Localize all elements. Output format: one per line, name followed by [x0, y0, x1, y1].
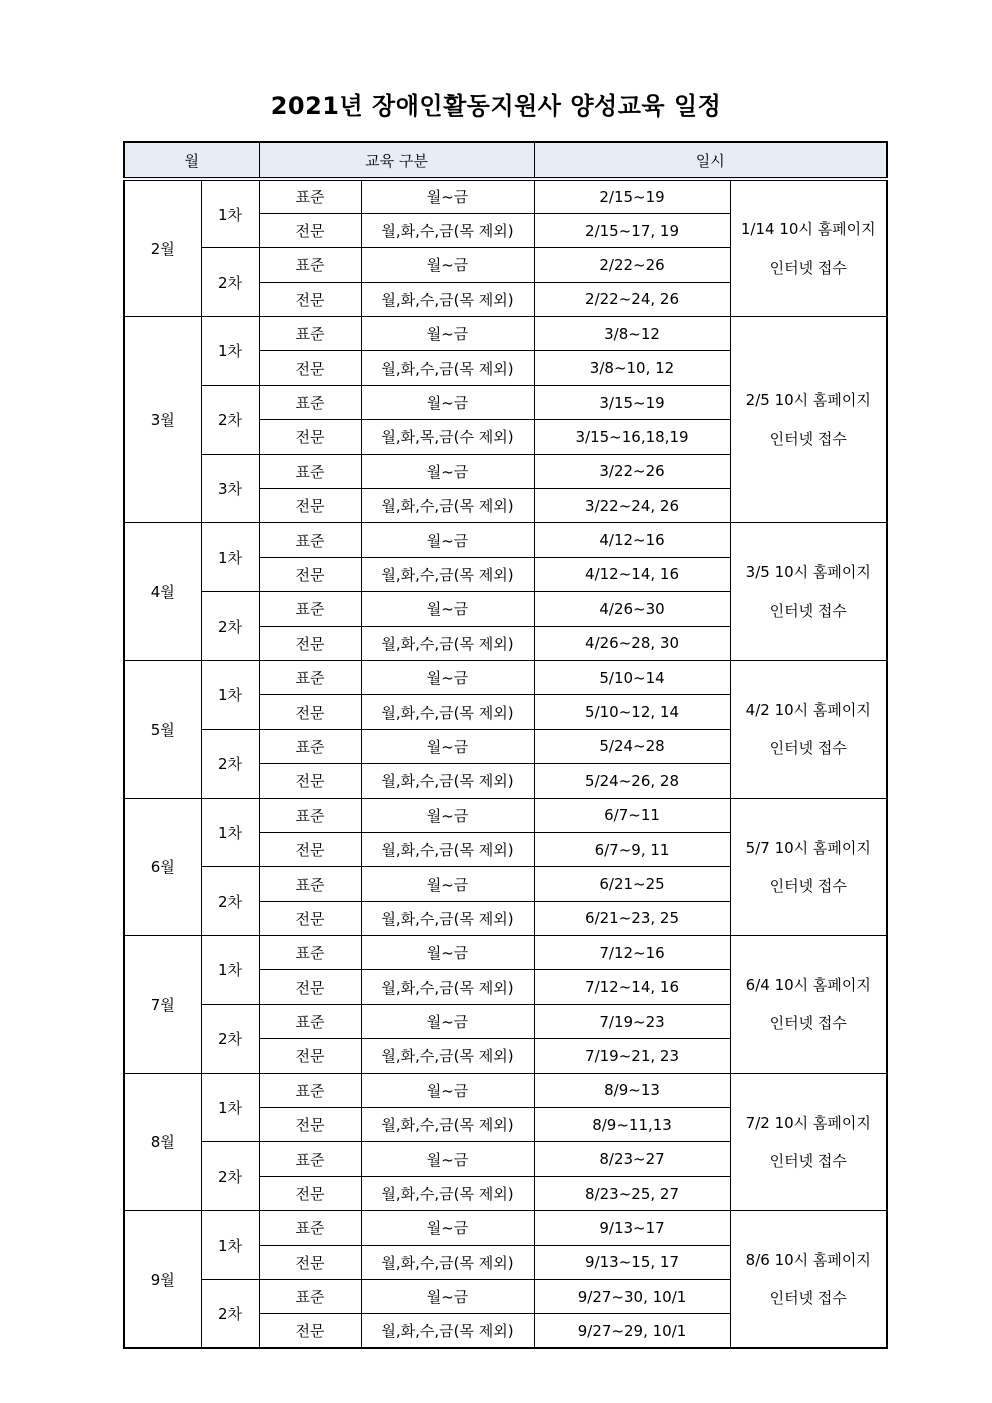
- course-type-cell: 표준: [259, 317, 361, 351]
- registration-line: 4/2 10시 홈페이지: [745, 701, 871, 719]
- round-cell: 2차: [201, 248, 259, 317]
- course-type-cell: 전문: [259, 1245, 361, 1279]
- dates-cell: 6/7~9, 11: [534, 832, 730, 866]
- table-header: [124, 142, 887, 179]
- days-cell: 월,화,수,금(목 제외): [361, 557, 534, 591]
- days-cell: 월~금: [361, 867, 534, 901]
- days-cell: 월~금: [361, 1280, 534, 1314]
- dates-cell: 7/19~23: [534, 1004, 730, 1038]
- registration-line: 인터넷 접수: [769, 739, 847, 758]
- days-cell: 월~금: [361, 454, 534, 488]
- month-cell: 3월: [124, 317, 201, 523]
- course-type-cell: 전문: [259, 695, 361, 729]
- round-cell: 2차: [201, 1142, 259, 1211]
- registration-line: 8/6 10시 홈페이지: [745, 1251, 871, 1269]
- registration-cell: [730, 523, 887, 661]
- registration-cell: [730, 936, 887, 1074]
- course-type-cell: 표준: [259, 592, 361, 626]
- dates-cell: 9/27~30, 10/1: [534, 1280, 730, 1314]
- course-type-cell: 전문: [259, 351, 361, 385]
- dates-cell: 6/7~11: [534, 798, 730, 832]
- month-cell: 6월: [124, 798, 201, 936]
- course-type-cell: 표준: [259, 1004, 361, 1038]
- course-type-cell: 전문: [259, 489, 361, 523]
- round-cell: 2차: [201, 1280, 259, 1349]
- round-cell: 2차: [201, 729, 259, 798]
- days-cell: 월~금: [361, 317, 534, 351]
- registration-line: 3/5 10시 홈페이지: [745, 563, 871, 582]
- month-cell: 7월: [124, 936, 201, 1074]
- days-cell: 월~금: [361, 1004, 534, 1038]
- dates-cell: 5/24~26, 28: [534, 764, 730, 798]
- table-body: [124, 179, 887, 1348]
- header-month: 월: [124, 142, 259, 179]
- dates-cell: 9/27~29, 10/1: [534, 1314, 730, 1348]
- dates-cell: 2/22~26: [534, 248, 730, 282]
- course-type-cell: 표준: [259, 454, 361, 488]
- registration-line: 인터넷 접수: [769, 258, 847, 277]
- round-cell: 1차: [201, 523, 259, 592]
- month-cell: 5월: [124, 660, 201, 798]
- header-category: 교육 구분: [259, 142, 534, 179]
- round-cell: 1차: [201, 798, 259, 867]
- dates-cell: 5/10~12, 14: [534, 695, 730, 729]
- days-cell: 월,화,수,금(목 제외): [361, 282, 534, 316]
- registration-cell: [730, 660, 887, 798]
- schedule-row: [124, 798, 887, 832]
- registration-cell: [730, 317, 887, 523]
- course-type-cell: 전문: [259, 1176, 361, 1210]
- dates-cell: 2/15~17, 19: [534, 213, 730, 247]
- days-cell: 월~금: [361, 385, 534, 419]
- days-cell: 월,화,수,금(목 제외): [361, 764, 534, 798]
- dates-cell: 4/26~30: [534, 592, 730, 626]
- registration-line: 인터넷 접수: [769, 601, 847, 620]
- course-type-cell: 표준: [259, 1142, 361, 1176]
- course-type-cell: 표준: [259, 179, 361, 213]
- course-type-cell: 표준: [259, 385, 361, 419]
- course-type-cell: 표준: [259, 936, 361, 970]
- dates-cell: 5/10~14: [534, 660, 730, 694]
- registration-line: 7/2 10시 홈페이지: [745, 1113, 871, 1132]
- dates-cell: 4/12~16: [534, 523, 730, 557]
- days-cell: 월~금: [361, 248, 534, 282]
- dates-cell: 6/21~23, 25: [534, 901, 730, 935]
- round-cell: 1차: [201, 179, 259, 248]
- month-cell: 9월: [124, 1211, 201, 1349]
- schedule-table: [123, 141, 888, 1349]
- course-type-cell: 표준: [259, 523, 361, 557]
- days-cell: 월,화,수,금(목 제외): [361, 1039, 534, 1073]
- round-cell: 3차: [201, 454, 259, 523]
- registration-line: 인터넷 접수: [769, 1289, 847, 1308]
- days-cell: 월~금: [361, 660, 534, 694]
- registration-cell: [730, 1073, 887, 1211]
- course-type-cell: 표준: [259, 660, 361, 694]
- course-type-cell: 표준: [259, 729, 361, 763]
- round-cell: 1차: [201, 1211, 259, 1280]
- dates-cell: 3/15~19: [534, 385, 730, 419]
- course-type-cell: 표준: [259, 1280, 361, 1314]
- registration-line: 인터넷 접수: [769, 429, 847, 448]
- round-cell: 2차: [201, 385, 259, 454]
- days-cell: 월~금: [361, 179, 534, 213]
- dates-cell: 3/22~26: [534, 454, 730, 488]
- dates-cell: 2/22~24, 26: [534, 282, 730, 316]
- registration-line: 인터넷 접수: [769, 876, 847, 895]
- dates-cell: 8/9~11,13: [534, 1108, 730, 1142]
- days-cell: 월~금: [361, 1142, 534, 1176]
- schedule-row: [124, 660, 887, 694]
- dates-cell: 8/23~27: [534, 1142, 730, 1176]
- schedule-row: [124, 317, 887, 351]
- dates-cell: 3/22~24, 26: [534, 489, 730, 523]
- course-type-cell: 전문: [259, 1039, 361, 1073]
- round-cell: 1차: [201, 1073, 259, 1142]
- dates-cell: 3/15~16,18,19: [534, 420, 730, 454]
- registration-line: 2/5 10시 홈페이지: [745, 391, 871, 410]
- registration-line: 6/4 10시 홈페이지: [745, 976, 871, 995]
- dates-cell: 8/9~13: [534, 1073, 730, 1107]
- days-cell: 월~금: [361, 592, 534, 626]
- days-cell: 월,화,수,금(목 제외): [361, 695, 534, 729]
- dates-cell: 3/8~12: [534, 317, 730, 351]
- round-cell: 1차: [201, 317, 259, 386]
- header-row: [124, 142, 887, 179]
- course-type-cell: 전문: [259, 1108, 361, 1142]
- dates-cell: 4/26~28, 30: [534, 626, 730, 660]
- course-type-cell: 표준: [259, 867, 361, 901]
- round-cell: 1차: [201, 936, 259, 1005]
- course-type-cell: 표준: [259, 1073, 361, 1107]
- days-cell: 월,화,수,금(목 제외): [361, 1245, 534, 1279]
- dates-cell: 9/13~15, 17: [534, 1245, 730, 1279]
- course-type-cell: 전문: [259, 420, 361, 454]
- days-cell: 월~금: [361, 1211, 534, 1245]
- days-cell: 월,화,목,금(수 제외): [361, 420, 534, 454]
- schedule-row: [124, 1211, 887, 1245]
- round-cell: 2차: [201, 1004, 259, 1073]
- days-cell: 월,화,수,금(목 제외): [361, 970, 534, 1004]
- days-cell: 월,화,수,금(목 제외): [361, 1314, 534, 1348]
- schedule-row: [124, 179, 887, 213]
- dates-cell: 7/19~21, 23: [534, 1039, 730, 1073]
- registration-line: 5/7 10시 홈페이지: [745, 838, 871, 857]
- schedule-row: [124, 1073, 887, 1107]
- dates-cell: 8/23~25, 27: [534, 1176, 730, 1210]
- registration-line: 인터넷 접수: [769, 1014, 847, 1033]
- days-cell: 월,화,수,금(목 제외): [361, 351, 534, 385]
- dates-cell: 4/12~14, 16: [534, 557, 730, 591]
- month-cell: 2월: [124, 179, 201, 317]
- dates-cell: 7/12~16: [534, 936, 730, 970]
- registration-cell: [730, 1211, 887, 1349]
- schedule-row: [124, 936, 887, 970]
- registration-line: 1/14 10시 홈페이지: [740, 220, 876, 239]
- header-datetime: 일시: [534, 142, 887, 179]
- dates-cell: 9/13~17: [534, 1211, 730, 1245]
- month-cell: 4월: [124, 523, 201, 661]
- days-cell: 월~금: [361, 798, 534, 832]
- dates-cell: 6/21~25: [534, 867, 730, 901]
- days-cell: 월,화,수,금(목 제외): [361, 1176, 534, 1210]
- course-type-cell: 전문: [259, 832, 361, 866]
- days-cell: 월~금: [361, 936, 534, 970]
- round-cell: 1차: [201, 660, 259, 729]
- dates-cell: 2/15~19: [534, 179, 730, 213]
- days-cell: 월,화,수,금(목 제외): [361, 901, 534, 935]
- course-type-cell: 전문: [259, 282, 361, 316]
- dates-cell: 7/12~14, 16: [534, 970, 730, 1004]
- dates-cell: 3/8~10, 12: [534, 351, 730, 385]
- page-title: 2021년 장애인활동지원사 양성교육 일정: [270, 92, 722, 120]
- month-cell: 8월: [124, 1073, 201, 1211]
- course-type-cell: 전문: [259, 626, 361, 660]
- days-cell: 월,화,수,금(목 제외): [361, 626, 534, 660]
- registration-cell: [730, 798, 887, 936]
- days-cell: 월,화,수,금(목 제외): [361, 1108, 534, 1142]
- days-cell: 월~금: [361, 729, 534, 763]
- days-cell: 월,화,수,금(목 제외): [361, 832, 534, 866]
- course-type-cell: 표준: [259, 1211, 361, 1245]
- round-cell: 2차: [201, 867, 259, 936]
- round-cell: 2차: [201, 592, 259, 661]
- course-type-cell: 전문: [259, 970, 361, 1004]
- dates-cell: 5/24~28: [534, 729, 730, 763]
- schedule-row: [124, 523, 887, 557]
- registration-cell: [730, 179, 887, 317]
- course-type-cell: 전문: [259, 901, 361, 935]
- days-cell: 월,화,수,금(목 제외): [361, 213, 534, 247]
- course-type-cell: 전문: [259, 213, 361, 247]
- course-type-cell: 전문: [259, 557, 361, 591]
- course-type-cell: 전문: [259, 764, 361, 798]
- course-type-cell: 전문: [259, 1314, 361, 1348]
- registration-line: 인터넷 접수: [769, 1151, 847, 1170]
- days-cell: 월~금: [361, 523, 534, 557]
- days-cell: 월~금: [361, 1073, 534, 1107]
- course-type-cell: 표준: [259, 248, 361, 282]
- course-type-cell: 표준: [259, 798, 361, 832]
- days-cell: 월,화,수,금(목 제외): [361, 489, 534, 523]
